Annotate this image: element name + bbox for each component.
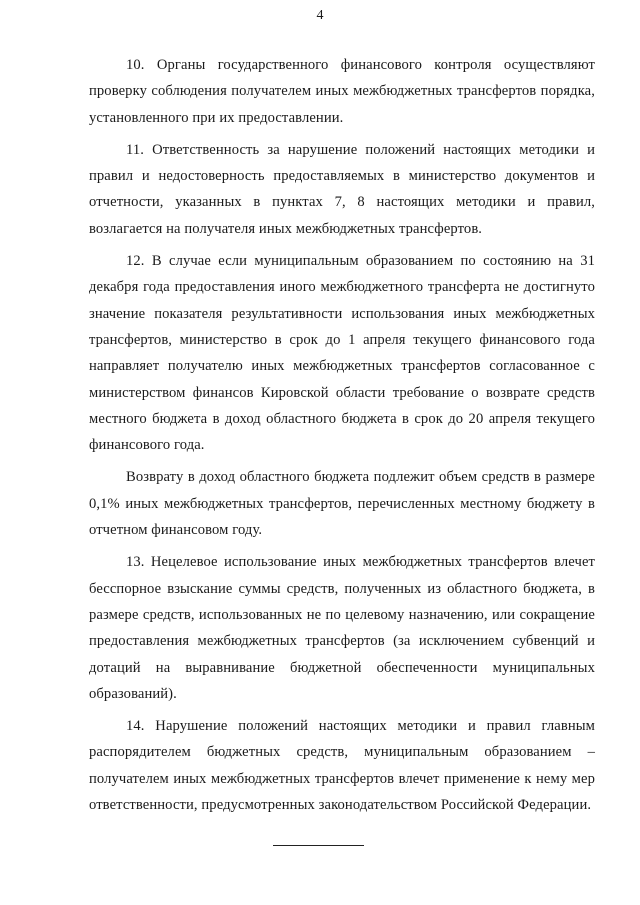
document-body — [89, 52, 595, 818]
end-of-document-rule — [273, 845, 364, 846]
paragraph-14: 14. Нарушение положений настоящих методики и правил главным распорядителем бюджетных средств, муниципальным образованием – получателем иных межбюджетных трансфертов влечет применение к нему мер ответственности, предусмотренных законодательством Российской Федерации. — [89, 718, 595, 814]
paragraph-12: 12. В случае если муниципальным образованием по состоянию на 31 декабря года предоставления иного межбюджетного трансферта не достигнуто значение показателя результативности использования иных межбюджетных трансфертов, министерство в срок до 1 апреля текущего финансового года направляет получателю иных межбюджетных трансфертов согласованное с министерством финансов Кировской области требование о возврате средств местного бюджета в доход областного бюджета в срок до 20 апреля текущего финансового года. — [89, 253, 595, 454]
paragraph-12-refund: Возврату в доход областного бюджета подлежит объем средств в размере 0,1% иных межбюджетных трансфертов, перечисленных местному бюджету в отчетном финансовом году. — [89, 469, 595, 539]
paragraph-11: 11. Ответственность за нарушение положений настоящих методики и правил и недостоверность предоставляемых в министерство документов и отчетности, указанных в пунктах 7, 8 настоящих методики и правил, возлагается на получателя иных межбюджетных трансфертов. — [89, 141, 595, 237]
paragraph-13: 13. Нецелевое использование иных межбюджетных трансфертов влечет бесспорное взыскание суммы средств, полученных из областного бюджета, в размере средств, использованных не по целевому назначению, или сокращение предоставления межбюджетных трансфертов (за исключением субвенций и дотаций на выравнивание бюджетной обеспеченности муниципальных образований). — [89, 554, 595, 702]
paragraph-10: 10. Органы государственного финансового контроля осуществляют проверку соблюдения получателем иных межбюджетных трансфертов порядка, установленного при их предоставлении. — [89, 57, 595, 126]
page-number: 4 — [316, 8, 324, 23]
